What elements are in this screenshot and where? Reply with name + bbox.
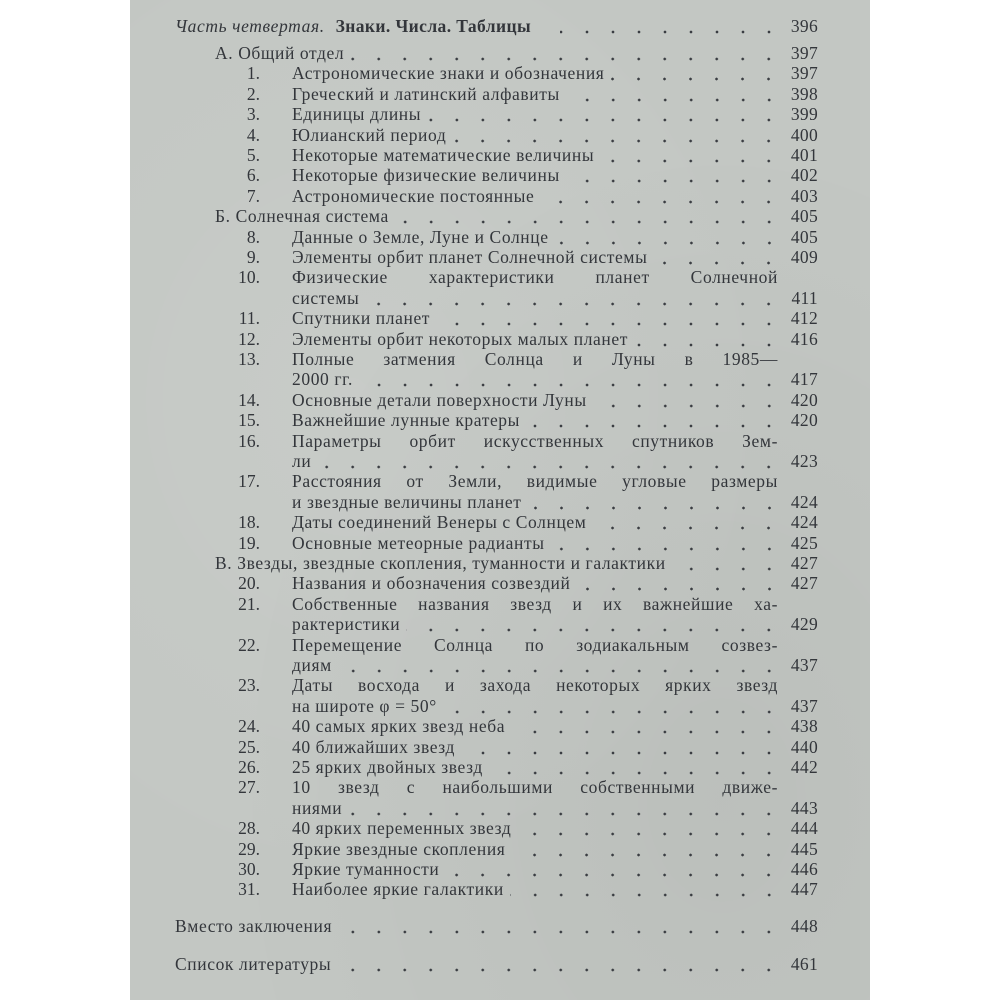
page-number: 420 bbox=[790, 410, 818, 431]
item-number: 25. bbox=[238, 736, 260, 757]
toc-item-row[interactable] bbox=[130, 533, 870, 553]
item-number: 3. bbox=[246, 104, 260, 125]
item-number: 18. bbox=[238, 512, 260, 533]
dot-leader bbox=[510, 879, 782, 899]
toc-item-continuation-row[interactable] bbox=[130, 492, 870, 512]
page-number: 409 bbox=[790, 247, 818, 267]
page-number: 420 bbox=[790, 389, 818, 410]
dot-leader bbox=[653, 247, 782, 267]
dot-leader bbox=[551, 533, 782, 553]
page-number: 461 bbox=[790, 954, 818, 974]
page-number: 396 bbox=[790, 16, 818, 36]
page-number: 412 bbox=[790, 308, 818, 329]
item-title: ниями bbox=[292, 797, 343, 818]
toc-item-row[interactable] bbox=[130, 471, 870, 491]
toc-item-continuation-row[interactable] bbox=[130, 696, 870, 716]
item-number: 9. bbox=[246, 247, 260, 267]
page-number: 447 bbox=[790, 879, 818, 900]
toc-item-row[interactable] bbox=[130, 594, 870, 614]
toc-item-continuation-row[interactable] bbox=[130, 655, 870, 675]
page-number: 405 bbox=[790, 206, 818, 227]
item-title: 10 звезд с наибольшими собственными движе- bbox=[292, 777, 778, 798]
item-number: 7. bbox=[246, 185, 260, 206]
toc-item-row[interactable] bbox=[130, 839, 870, 859]
toc-item-row[interactable] bbox=[130, 818, 870, 838]
item-title: 40 самых ярких звезд неба bbox=[292, 716, 506, 737]
dot-leader bbox=[452, 125, 782, 145]
toc-item-row[interactable] bbox=[130, 125, 870, 145]
item-title: на широте φ = 50° bbox=[292, 695, 437, 716]
toc-item-row[interactable] bbox=[130, 104, 870, 124]
item-title: Основные метеорные радианты bbox=[292, 532, 545, 553]
dot-leader bbox=[337, 954, 782, 974]
toc-item-continuation-row[interactable] bbox=[130, 369, 870, 389]
item-title: Данные о Земле, Луне и Солнце bbox=[292, 226, 549, 247]
page-number: 427 bbox=[790, 573, 818, 594]
toc-item-row[interactable] bbox=[130, 512, 870, 532]
item-number: 26. bbox=[238, 757, 260, 777]
toc-item-row[interactable] bbox=[130, 186, 870, 206]
item-title: Физические характеристики планет Солнечной bbox=[292, 267, 778, 288]
item-title: 40 ближайших звезд bbox=[292, 736, 455, 757]
toc-section-row[interactable] bbox=[130, 206, 870, 226]
toc-item-row[interactable] bbox=[130, 431, 870, 451]
dot-leader bbox=[511, 716, 782, 736]
item-number: 31. bbox=[238, 879, 260, 900]
item-number: 23. bbox=[238, 675, 260, 696]
dot-leader bbox=[555, 227, 782, 247]
page-number: 411 bbox=[791, 287, 818, 308]
item-number: 21. bbox=[238, 593, 260, 614]
toc-item-row[interactable] bbox=[130, 573, 870, 593]
toc-section-row[interactable] bbox=[130, 553, 870, 573]
item-title: ли bbox=[292, 451, 312, 471]
dot-leader bbox=[672, 553, 782, 573]
toc-item-row[interactable] bbox=[130, 716, 870, 736]
item-title: Собственные названия звезд и их важнейшие ха- bbox=[292, 593, 778, 614]
page-number: 429 bbox=[790, 614, 818, 635]
toc-item-row[interactable] bbox=[130, 737, 870, 757]
section-title: Б. Солнечная система bbox=[215, 206, 389, 227]
dot-leader bbox=[338, 916, 782, 936]
page-number: 440 bbox=[790, 736, 818, 757]
page-number: 424 bbox=[790, 512, 818, 533]
page-number: 400 bbox=[790, 124, 818, 145]
item-number: 8. bbox=[246, 226, 260, 247]
item-number: 4. bbox=[246, 124, 260, 145]
dot-leader bbox=[489, 757, 782, 777]
item-number: 22. bbox=[238, 634, 260, 655]
item-title: Полные затмения Солнца и Луны в 1985— bbox=[292, 349, 778, 369]
item-number: 24. bbox=[238, 716, 260, 737]
part-header-row bbox=[130, 16, 870, 36]
toc-item-row[interactable] bbox=[130, 329, 870, 349]
page-number: 417 bbox=[790, 369, 818, 390]
item-title: 25 ярких двойных звезд bbox=[292, 757, 483, 777]
dot-leader bbox=[461, 737, 782, 757]
item-title: 2000 гг. bbox=[292, 369, 353, 390]
item-title: Параметры орбит искусственных спутников Зем- bbox=[292, 430, 778, 451]
toc-item-row[interactable] bbox=[130, 757, 870, 777]
item-number: 13. bbox=[238, 349, 260, 369]
toc-item-row[interactable] bbox=[130, 227, 870, 247]
section-title: В. Звезды, звездные скопления, туманности и галактики bbox=[215, 553, 666, 573]
toc-item-row[interactable] bbox=[130, 63, 870, 83]
item-title: Важнейшие лунные кратеры bbox=[292, 410, 521, 431]
dot-leader bbox=[600, 145, 782, 165]
page-number: 442 bbox=[790, 757, 818, 777]
dot-leader bbox=[526, 410, 782, 430]
page-number: 445 bbox=[790, 838, 818, 859]
item-title: Яркие туманности bbox=[292, 859, 440, 879]
item-number: 6. bbox=[246, 165, 260, 186]
item-title: системы bbox=[292, 287, 360, 308]
page-number: 405 bbox=[790, 226, 818, 247]
page-number: 397 bbox=[790, 43, 818, 63]
page-number: 423 bbox=[790, 451, 818, 471]
toc-item-row[interactable] bbox=[130, 145, 870, 165]
item-title: Астрономические знаки и обозначения bbox=[292, 63, 605, 84]
toc-item-row[interactable] bbox=[130, 84, 870, 104]
dot-leader bbox=[610, 63, 782, 83]
item-title: Некоторые математические величины bbox=[292, 145, 595, 165]
toc-item-continuation-row[interactable] bbox=[130, 288, 870, 308]
dot-leader bbox=[443, 696, 782, 716]
dot-leader bbox=[592, 512, 782, 532]
toc-section-row[interactable] bbox=[130, 43, 870, 63]
toc-backmatter-row[interactable] bbox=[130, 916, 870, 936]
item-title: 40 ярких переменных звезд bbox=[292, 818, 512, 839]
item-title: Спутники планет bbox=[292, 308, 431, 329]
page-number: 443 bbox=[790, 797, 818, 818]
dot-leader bbox=[566, 165, 782, 185]
dot-leader bbox=[517, 818, 782, 838]
page-number: 438 bbox=[790, 716, 818, 737]
item-title: диям bbox=[292, 655, 332, 675]
dot-leader bbox=[348, 798, 782, 818]
toc-item-continuation-row[interactable] bbox=[130, 798, 870, 818]
page-number: 403 bbox=[790, 185, 818, 206]
dot-leader bbox=[406, 614, 782, 634]
item-title: Элементы орбит некоторых малых планет bbox=[292, 328, 629, 349]
dot-leader bbox=[338, 655, 782, 675]
item-number: 29. bbox=[238, 838, 260, 859]
backmatter-title: Список литературы bbox=[175, 954, 332, 974]
item-title: Некоторые физические величины bbox=[292, 165, 560, 186]
item-number: 11. bbox=[238, 308, 260, 329]
item-title: Яркие звездные скопления bbox=[292, 838, 506, 859]
toc-item-row[interactable] bbox=[130, 349, 870, 369]
item-title: Наиболее яркие галактики bbox=[292, 879, 504, 900]
dot-leader bbox=[436, 308, 782, 328]
toc-item-row[interactable] bbox=[130, 390, 870, 410]
backmatter-title: Вместо заключения bbox=[175, 916, 333, 936]
dot-leader bbox=[359, 369, 782, 389]
item-title: и звездные величины планет bbox=[292, 491, 522, 512]
dot-leader bbox=[560, 16, 782, 36]
toc-backmatter-row[interactable] bbox=[130, 954, 870, 974]
dot-leader bbox=[427, 104, 782, 124]
item-title: Даты соединений Венеры с Солнцем bbox=[292, 512, 587, 533]
item-number: 12. bbox=[238, 328, 260, 349]
item-title: Расстояния от Земли, видимые угловые размеры bbox=[292, 471, 778, 492]
item-title: Перемещение Солнца по зодиакальным созвез- bbox=[292, 634, 778, 655]
dot-leader bbox=[577, 573, 783, 593]
toc-item-continuation-row[interactable] bbox=[130, 614, 870, 634]
toc-item-row[interactable] bbox=[130, 675, 870, 695]
page-number: 425 bbox=[790, 532, 818, 553]
toc-item-continuation-row[interactable] bbox=[130, 451, 870, 471]
item-title: рактеристики bbox=[292, 614, 401, 635]
toc-item-row[interactable] bbox=[130, 777, 870, 797]
book-page bbox=[130, 0, 870, 1000]
item-title: Основные детали поверхности Луны bbox=[292, 389, 587, 410]
dot-leader bbox=[395, 206, 782, 226]
toc-item-row[interactable] bbox=[130, 165, 870, 185]
page-number: 444 bbox=[790, 818, 818, 839]
part-label: Часть четвертая. bbox=[175, 16, 325, 36]
page-number: 437 bbox=[790, 655, 818, 675]
dot-leader bbox=[528, 492, 783, 512]
item-title: Единицы длины bbox=[292, 104, 422, 125]
page-number: 448 bbox=[790, 916, 818, 936]
item-number: 15. bbox=[238, 410, 260, 431]
toc-item-row[interactable] bbox=[130, 267, 870, 287]
dot-leader bbox=[566, 84, 782, 104]
item-number: 2. bbox=[246, 83, 260, 104]
page-number: 427 bbox=[790, 553, 818, 573]
dot-leader bbox=[365, 288, 782, 308]
page-number: 446 bbox=[790, 859, 818, 879]
item-title: Названия и обозначения созвездий bbox=[292, 573, 571, 594]
dot-leader bbox=[634, 329, 782, 349]
item-title: Астрономические постоянные bbox=[292, 185, 535, 206]
toc-item-row[interactable] bbox=[130, 308, 870, 328]
dot-leader bbox=[511, 839, 782, 859]
item-number: 27. bbox=[238, 777, 260, 798]
page-number: 402 bbox=[790, 165, 818, 186]
toc-item-row[interactable] bbox=[130, 879, 870, 899]
page-number: 401 bbox=[790, 145, 818, 165]
page-number: 397 bbox=[790, 63, 818, 84]
toc-item-row[interactable] bbox=[130, 635, 870, 655]
page-number: 398 bbox=[790, 83, 818, 104]
item-number: 30. bbox=[238, 859, 260, 879]
dot-leader bbox=[350, 43, 782, 63]
section-title: А. Общий отдел bbox=[215, 43, 345, 63]
dot-leader bbox=[593, 390, 782, 410]
dot-leader bbox=[445, 859, 782, 879]
toc-item-row[interactable] bbox=[130, 859, 870, 879]
item-title: Элементы орбит планет Солнечной системы bbox=[292, 247, 648, 267]
item-number: 5. bbox=[246, 145, 260, 165]
dot-leader bbox=[317, 451, 782, 471]
dot-leader bbox=[540, 186, 782, 206]
page-number: 399 bbox=[790, 104, 818, 125]
toc-item-row[interactable] bbox=[130, 247, 870, 267]
item-number: 1. bbox=[246, 63, 260, 84]
page-number: 437 bbox=[790, 695, 818, 716]
item-number: 10. bbox=[238, 267, 260, 288]
item-title: Юлианский период bbox=[292, 124, 447, 145]
item-title: Греческий и латинский алфавиты bbox=[292, 83, 560, 104]
item-number: 16. bbox=[238, 430, 260, 451]
item-number: 28. bbox=[238, 818, 260, 839]
page-number: 424 bbox=[790, 491, 818, 512]
page-number: 416 bbox=[790, 328, 818, 349]
item-title: Даты восхода и захода некоторых ярких звезд bbox=[292, 675, 778, 696]
part-title: Знаки. Числа. Таблицы bbox=[335, 16, 532, 36]
item-number: 17. bbox=[238, 471, 260, 492]
toc-item-row[interactable] bbox=[130, 410, 870, 430]
item-number: 14. bbox=[238, 389, 260, 410]
item-number: 19. bbox=[238, 532, 260, 553]
item-number: 20. bbox=[238, 573, 260, 594]
